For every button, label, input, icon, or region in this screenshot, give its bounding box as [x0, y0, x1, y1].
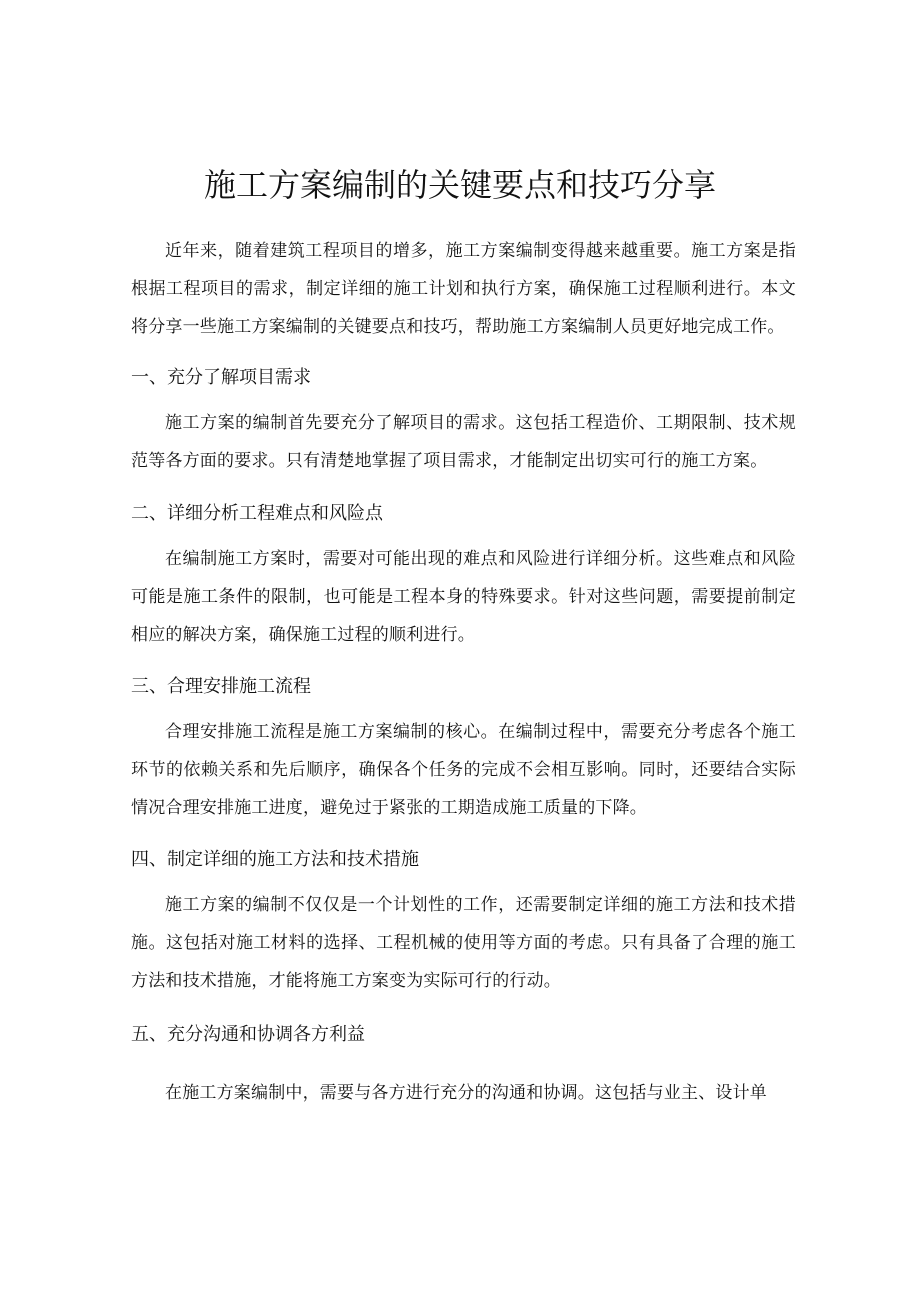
section-body-3: 合理安排施工流程是施工方案编制的核心。在编制过程中，需要充分考虑各个施工环节的依赖关系和先后顺序，确保各个任务的完成不会相互影响。同时，还要结合实际情况合理安排施工进度，避免过于紧张的工期造成施工质量的下降。	[131, 722, 796, 818]
intro-paragraph: 近年来，随着建筑工程项目的增多，施工方案编制变得越来越重要。施工方案是指根据工程项目的需求，制定详细的施工计划和执行方案，确保施工过程顺利进行。本文将分享一些施工方案编制的关键要点和技巧，帮助施工方案编制人员更好地完成工作。	[131, 241, 796, 337]
section-heading-4: 四、制定详细的施工方法和技术措施	[131, 849, 419, 870]
section-heading-1: 一、充分了解项目需求	[131, 367, 311, 388]
section-body-2: 在编制施工方案时，需要对可能出现的难点和风险进行详细分析。这些难点和风险可能是施工条件的限制，也可能是工程本身的特殊要求。针对这些问题，需要提前制定相应的解决方案，确保施工过程的顺利进行。	[131, 549, 796, 645]
section-body-5: 在施工方案编制中，需要与各方进行充分的沟通和协调。这包括与业主、设计单	[165, 1083, 767, 1103]
section-heading-3: 三、合理安排施工流程	[131, 676, 311, 697]
section-heading-5: 五、充分沟通和协调各方利益	[131, 1024, 365, 1045]
section-heading-2: 二、详细分析工程难点和风险点	[131, 503, 383, 524]
document-title: 施工方案编制的关键要点和技巧分享	[203, 166, 716, 204]
section-body-1: 施工方案的编制首先要充分了解项目的需求。这包括工程造价、工期限制、技术规范等各方面的要求。只有清楚地掌握了项目需求，才能制定出切实可行的施工方案。	[131, 413, 796, 471]
section-body-4: 施工方案的编制不仅仅是一个计划性的工作，还需要制定详细的施工方法和技术措施。这包括对施工材料的选择、工程机械的使用等方面的考虑。只有具备了合理的施工方法和技术措施，才能将施工方案变为实际可行的行动。	[131, 895, 796, 991]
